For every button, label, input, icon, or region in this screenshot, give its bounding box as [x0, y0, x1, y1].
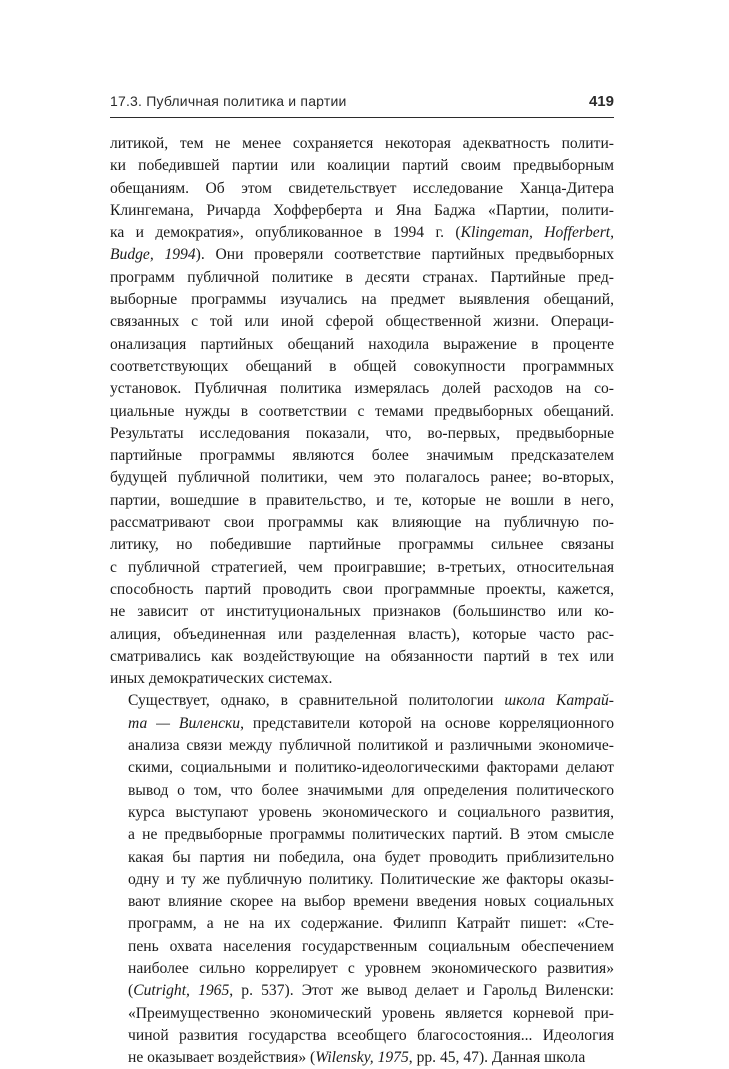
- text-run: иных демократических системах.: [110, 670, 333, 688]
- text-run: одну и ту же публичную политику. Политические же факторы оказы-: [128, 870, 614, 888]
- text-run: программ, а не на их содержание. Филипп Катрайт пишет: «Сте-: [128, 915, 614, 933]
- page-number: 419: [588, 93, 614, 110]
- text-run: курса выступают уровень экономического и социального развития,: [128, 803, 614, 821]
- text-run: не зависит от институциональных признаков (большинство или ко-: [110, 603, 614, 621]
- header-rule: [110, 117, 614, 118]
- text-run: , pp. 45, 47). Данная школа: [408, 1049, 586, 1067]
- text-run: программ публичной политике в десяти странах. Партийные пред-: [110, 268, 614, 286]
- text-line: [110, 624, 614, 646]
- text-run: обещаниям. Об этом свидетельствует исследование Ханца-Дитера: [110, 179, 614, 197]
- text-line: [110, 557, 614, 579]
- text-line: [110, 133, 614, 155]
- text-line: [110, 869, 614, 891]
- text-line: [110, 936, 614, 958]
- text-line: [110, 512, 614, 534]
- text-line: [110, 401, 614, 423]
- text-line: [110, 847, 614, 869]
- text-run: выборные программы изучались на предмет выявления обещаний,: [110, 291, 614, 309]
- text-line: [110, 378, 614, 400]
- text-run: партийные программы являются более значимым предсказателем: [110, 447, 614, 465]
- text-line: [110, 311, 614, 333]
- text-run: связанных с той или иной сферой общественной жизни. Операци-: [110, 313, 614, 331]
- text-line: [110, 1047, 614, 1069]
- text-line: [110, 289, 614, 311]
- text-run: , p. 537). Этот же вывод делает и Гарольд Виленски:: [229, 982, 615, 1000]
- text-line: [110, 423, 614, 445]
- text-run: литикой, тем не менее сохраняется некоторая адекватность полити-: [110, 135, 614, 152]
- text-run: ). Они проверяли соответствие партийных предвыборных: [195, 246, 614, 264]
- text-run: соответствующих обещаний в общей совокупности программных: [110, 357, 614, 375]
- text-line: [110, 200, 614, 222]
- text-run: установок. Публичная политика измерялась долей расходов на со-: [110, 380, 614, 398]
- text-run: какая бы партия ни победила, она будет проводить приблизительно: [128, 848, 614, 866]
- text-run: , представители которой на основе корреляционного: [240, 714, 614, 732]
- text-run: чиной развития государства всеобщего благосостояния... Идеология: [128, 1026, 614, 1044]
- text-line: [110, 958, 614, 980]
- text-run: (: [128, 982, 134, 1000]
- text-line: [110, 178, 614, 200]
- text-line: [110, 490, 614, 512]
- text-run: Клингемана, Ричарда Хофферберта и Яна Баджа «Партии, полити-: [110, 201, 614, 219]
- text-line: [110, 824, 614, 846]
- text-run: не оказывает воздействия» (: [128, 1049, 316, 1067]
- text-line: [110, 1025, 614, 1047]
- text-run: партии, вошедшие в правительство, и те, которые не вошли в него,: [110, 491, 614, 509]
- text-run: наиболее сильно коррелирует с уровнем экономического развития»: [128, 959, 614, 977]
- citation-italic: школа Катрай-: [504, 692, 614, 710]
- text-run: циальные нужды в соответствии с темами предвыборных обещаний.: [110, 402, 614, 420]
- text-run: анализа связи между публичной политикой и различными экономиче-: [128, 737, 614, 755]
- paragraph: [110, 690, 614, 1069]
- citation-italic: Wilensky, 1975: [315, 1049, 409, 1067]
- text-line: [110, 802, 614, 824]
- text-line: [110, 267, 614, 289]
- text-run: вывод о том, что более значимыми для определения политического: [128, 781, 614, 799]
- text-line: [110, 601, 614, 623]
- text-run: литику, но победившие партийные программы сильнее связаны: [110, 536, 614, 554]
- text-run: а не предвыборные программы политических партий. В этом смысле: [128, 826, 614, 844]
- text-line: [110, 334, 614, 356]
- citation-italic: Cutright, 1965: [133, 982, 230, 1000]
- citation-italic: Budge, 1994: [110, 246, 196, 264]
- text-line: [110, 356, 614, 378]
- text-run: вают влияние скорее на выбор времени введения новых социальных: [128, 893, 614, 911]
- text-run: пень охвата населения государственным социальным обеспечением: [128, 937, 614, 955]
- citation-italic: Klingeman, Hofferbert,: [460, 224, 614, 242]
- text-run: «Преимущественно экономический уровень является корневой при-: [128, 1004, 614, 1022]
- text-line: [110, 668, 614, 690]
- text-line: [110, 534, 614, 556]
- text-line: [110, 980, 614, 1002]
- text-run: Результаты исследования показали, что, во-первых, предвыборные: [110, 424, 614, 442]
- paragraph: [110, 133, 614, 690]
- text-line: [110, 891, 614, 913]
- body-text: [110, 133, 614, 1069]
- text-run: скими, социальными и политико-идеологическими факторами делают: [128, 759, 614, 777]
- text-line: [110, 155, 614, 177]
- text-line: [110, 445, 614, 467]
- text-line: [110, 579, 614, 601]
- text-run: алиция, объединенная или разделенная власть), которые часто рас-: [110, 625, 614, 643]
- text-run: онализация партийных обещаний находила выражение в проценте: [110, 335, 614, 353]
- text-run: будущей публичной политики, чем это полагалось ранее; во-вторых,: [110, 469, 614, 487]
- text-run: Существует, однако, в сравнительной политологии: [128, 692, 505, 710]
- text-line: [110, 244, 614, 266]
- text-line: [110, 780, 614, 802]
- citation-italic: та — Виленски: [128, 714, 241, 732]
- section-title: 17.3. Публичная политика и партии: [110, 93, 347, 109]
- text-line: [110, 690, 614, 712]
- text-line: [110, 735, 614, 757]
- text-run: ки победившей партии или коалиции партий своим предвыборным: [110, 157, 614, 175]
- text-run: сматривались как воздействующие на обязанности партий в тех или: [110, 647, 614, 665]
- text-run: ка и демократия», опубликованное в 1994 г. (: [110, 224, 461, 242]
- text-line: [110, 757, 614, 779]
- text-line: [110, 1003, 614, 1025]
- text-line: [110, 913, 614, 935]
- text-line: [110, 467, 614, 489]
- text-line: [110, 646, 614, 668]
- text-run: с публичной стратегией, чем проигравшие; в-третьих, относительная: [110, 558, 614, 576]
- text-run: способность партий проводить свои программные проекты, кажется,: [110, 580, 614, 598]
- text-line: [110, 713, 614, 735]
- text-run: рассматривают свои программы как влияющие на публичную по-: [110, 514, 614, 532]
- text-line: [110, 222, 614, 244]
